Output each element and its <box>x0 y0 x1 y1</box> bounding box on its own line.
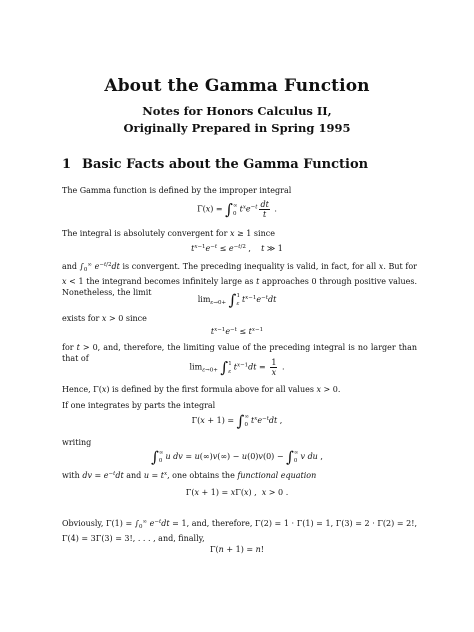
equation-bound-1: $t^{x-1}e^{-t} \le e^{-t/2}$ , t ≫ 1 <box>191 244 283 253</box>
paragraph-4: exists for x > 0 since <box>62 314 147 323</box>
equation-limit-1: $\lim_{\varepsilon\to 0+} \int 1$ ε $t^{x-1}e^{-t}dt$ <box>197 291 277 309</box>
section-heading <box>62 157 368 172</box>
paragraph-10: Obviously, $\Gamma(1) = \int_0^\infty$ $e^{-t}dt = 1$, and, therefore, Γ(2) = 1 · Γ(1) = 1, Γ(3) = 2 · Γ(2) = 2!, Γ(4) = 3Γ(3) = 3!, . . . , and, finally, <box>62 519 418 543</box>
equation-factorial: Γ(n + 1) = n! <box>210 545 264 554</box>
equation-integration-by-parts: ∫∞ 0 u dv = u(∞)v(∞) − u(0)v(0) − ∫∞ 0 v du , <box>151 448 323 466</box>
paragraph-2: The integral is absolutely convergent for x ≥ 1 since <box>62 229 275 238</box>
subtitle-line-1: Notes for Honors Calculus II, <box>142 104 332 118</box>
equation-gamma-definition: Γ(x) = ∫∞ 0 $t^xe^{-t}$ $\frac{dt}{t}$ . <box>197 200 277 219</box>
equation-limit-2: $\lim_{\varepsilon\to 0+} \int 1$ ε $t^{x-1}dt$ = $\frac{1}{x}$ . <box>189 358 285 377</box>
paragraph-7: If one integrates by parts the integral <box>62 401 216 410</box>
paragraph-9: with dv = $e^{-t}dt$ and $u = t^x$, one obtains the functional equation <box>62 471 317 480</box>
section-number: 1 <box>62 157 72 172</box>
paper-title: About the Gamma Function <box>104 76 370 96</box>
paragraph-1: The Gamma function is defined by the improper integral <box>62 186 292 195</box>
equation-gamma-x-plus-1: Γ(x + 1) = ∫∞ 0 $t^xe^{-t}dt$ , <box>191 412 283 430</box>
paragraph-6: Hence, Γ(x) is defined by the first formula above for all values x > 0. <box>62 385 341 394</box>
equation-functional: Γ(x + 1) = xΓ(x) , x > 0 . <box>185 488 289 497</box>
section-title: Basic Facts about the Gamma Function <box>82 157 369 172</box>
equation-bound-2: $t^{x-1}e^{-t} \le t^{x-1}$ <box>210 327 264 336</box>
subtitle-line-2: Originally Prepared in Spring 1995 <box>123 121 351 135</box>
paragraph-8: writing <box>62 438 92 447</box>
paragraph-3: and $\int_0^\infty$ $e^{-t/2}dt$ is convergent. The preceding inequality is valid, in fact, for all x. But for x < 1 the integrand becomes infinitely large as t approaches 0 through positive values. Nonetheless, the limit <box>62 262 417 297</box>
paragraph-5: for t > 0, and, therefore, the limiting value of the preceding integral is no larger than that of <box>62 343 417 363</box>
